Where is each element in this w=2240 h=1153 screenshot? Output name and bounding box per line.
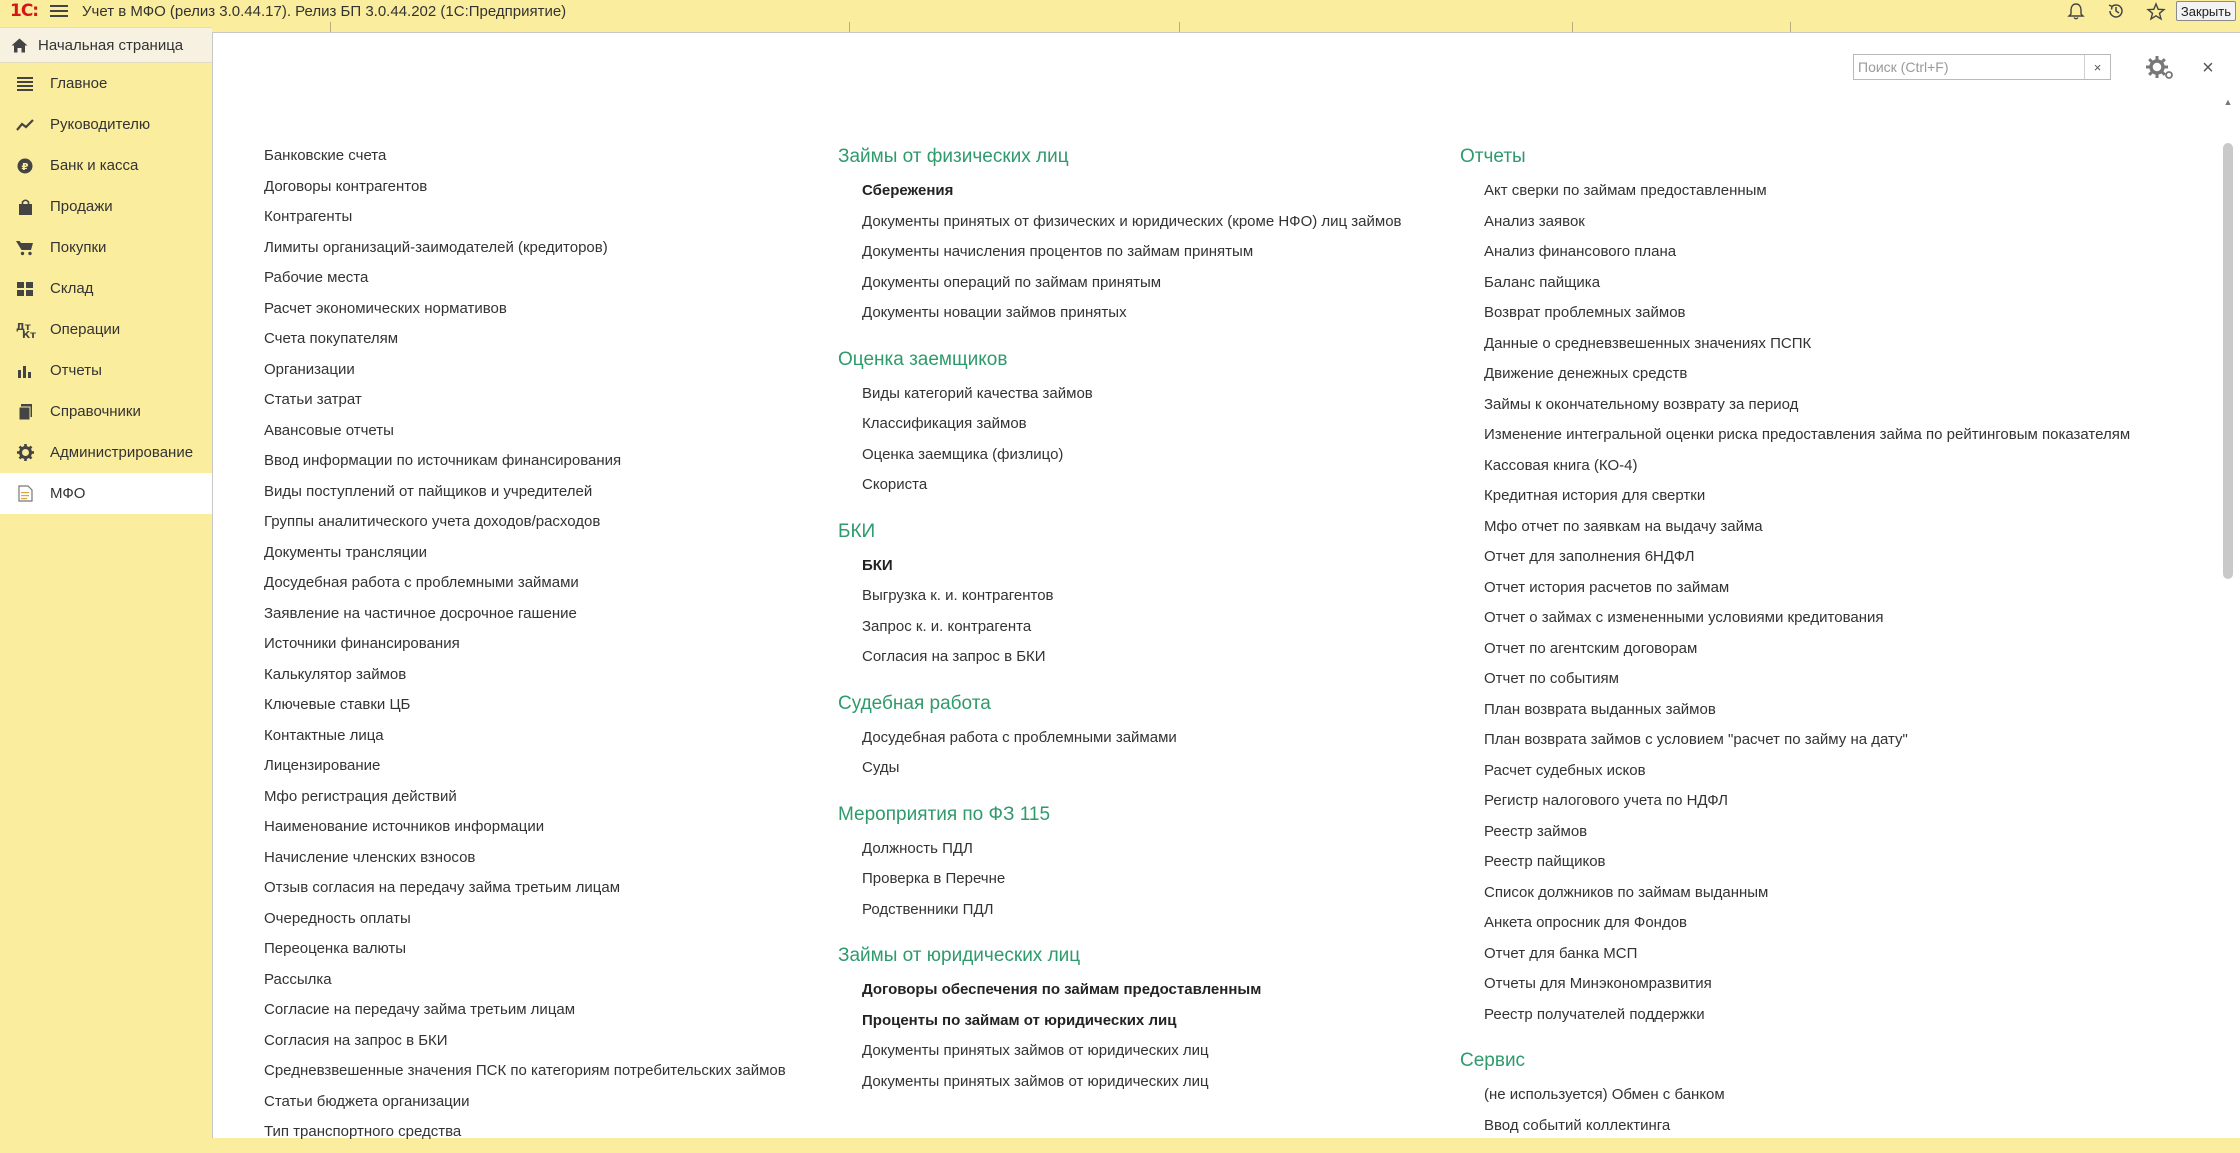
nav-link[interactable]: Тип транспортного средства [264,1123,462,1140]
sidebar-item-label: Покупки [50,239,107,256]
sidebar-item-main[interactable] [0,63,212,104]
nav-link[interactable]: Ввод информации по источникам финансирования [264,452,622,469]
nav-link[interactable]: Рабочие места [264,269,369,286]
nav-link[interactable]: Согласия на запрос в БКИ [264,1031,448,1049]
operations-icon [0,321,50,341]
section-title[interactable]: БКИ [838,520,876,542]
nav-link[interactable]: Список должников по займам выданным [1484,883,1769,901]
nav-link[interactable]: Расчет экономических нормативов [264,299,507,317]
document-icon [0,485,50,502]
nav-link[interactable]: Анализ заявок [1484,212,1585,230]
nav-link[interactable]: Счета покупателям [264,330,399,347]
nav-link[interactable]: Контактные лица [264,726,384,744]
sidebar-item-label: Начальная страница [38,36,184,54]
tab-separator [849,22,850,32]
nav-link[interactable]: Документы принятых от физических и юридических (кроме НФО) лиц займов [862,212,1402,230]
nav-link[interactable]: Данные о средневзвешенных значениях ПСПК [1484,334,1812,352]
nav-link[interactable]: Лимиты организаций-заимодателей (кредиторов) [264,238,608,256]
nav-link[interactable]: Организации [264,360,355,378]
tab-separator [330,22,331,32]
sidebar-item-reports[interactable] [0,350,212,391]
section-title[interactable]: Судебная работа [838,692,991,714]
nav-link[interactable]: Проверка в Перечне [862,870,1006,887]
nav-link[interactable]: Виды поступлений от пайщиков и учредителей [264,482,593,500]
nav-link[interactable]: Авансовые отчеты [264,421,394,439]
nav-link[interactable]: Отчет по событиям [1484,670,1619,687]
trend-icon [0,119,50,131]
nav-link[interactable]: Оценка заемщика (физлицо) [862,445,1064,463]
nav-link[interactable]: Документы операций по займам принятым [862,273,1162,291]
nav-link[interactable]: Статьи бюджета организации [264,1092,470,1110]
nav-link[interactable]: Очередность оплаты [264,909,411,927]
sidebar-item-label: Склад [50,280,94,297]
sidebar-item-mfo[interactable] [0,473,212,514]
tab-separator [1179,22,1180,32]
nav-link[interactable]: Отчет для банка МСП [1484,944,1638,962]
sidebar [0,27,212,1138]
nav-link[interactable]: Виды категорий качества займов [862,384,1093,402]
sidebar-item-label: Главное [50,75,108,92]
nav-link[interactable]: Наименование источников информации [264,818,545,835]
nav-link[interactable]: Классификация займов [862,415,1027,432]
cart-icon [0,240,50,256]
sidebar-item-catalogs[interactable] [0,391,212,432]
nav-link[interactable]: Рассылка [264,970,332,988]
app-logo[interactable] [0,0,44,22]
nav-link[interactable]: Договоры обеспечения по займам предоставленным [862,981,1262,998]
nav-link[interactable]: Родственники ПДЛ [862,900,994,918]
vertical-scrollbar[interactable] [2217,91,2239,1139]
nav-link[interactable]: Переоценка валюты [264,940,407,957]
tab-separator [1572,22,1573,32]
scroll-up-arrow-icon[interactable]: ▲ [2223,97,2233,107]
nav-link[interactable]: Сбережения [862,182,954,199]
sidebar-item-label: Справочники [50,403,141,420]
section-title[interactable]: Сервис [1460,1050,1526,1071]
nav-link[interactable]: Согласия на запрос в БКИ [862,648,1046,665]
nav-link[interactable]: БКИ [862,556,893,574]
nav-link[interactable]: Мфо регистрация действий [264,787,457,805]
nav-link[interactable]: Ввод событий коллектинга [1484,1116,1671,1134]
nav-link[interactable]: Возврат проблемных займов [1484,304,1686,321]
nav-link[interactable]: Анкета опросник для Фондов [1484,914,1688,931]
nav-link[interactable]: Отзыв согласия на передачу займа третьим лицам [264,879,621,896]
sidebar-item-sales[interactable] [0,186,212,227]
search-clear-button[interactable]: × [2084,55,2110,79]
settings-gear-icon[interactable] [2143,53,2177,83]
history-icon[interactable] [2096,0,2136,22]
nav-link[interactable]: Отчет для заполнения 6НДФЛ [1484,548,1695,565]
nav-link[interactable]: Регистр налогового учета по НДФЛ [1484,792,1728,809]
ruble-coin-icon [0,158,50,174]
nav-link[interactable]: Скориста [862,476,928,493]
nav-link[interactable]: Реестр получателей поддержки [1484,1005,1705,1023]
nav-link[interactable]: Должность ПДЛ [862,839,973,857]
scroll-thumb[interactable] [2223,143,2233,579]
nav-link[interactable]: Отчеты для Минэкономразвития [1484,975,1712,992]
nav-link[interactable]: Калькулятор займов [264,665,407,683]
bar-chart-icon [0,364,50,378]
main-panel [212,32,2240,1138]
nav-link[interactable]: Документы новации займов принятых [862,304,1127,321]
search-field [1853,54,2111,80]
nav-link[interactable]: Кредитная история для свертки [1484,487,1706,504]
close-app-button[interactable]: Закрыть [2176,1,2236,21]
tab-separator [1790,22,1791,32]
nav-link[interactable]: Документы начисления процентов по займам принятым [862,243,1254,260]
sidebar-item-label: Руководителю [50,116,151,133]
sidebar-item-label: Отчеты [50,362,102,379]
nav-link[interactable]: Реестр займов [1484,822,1588,840]
search-input[interactable] [1854,55,2084,79]
menu-section [838,685,1402,784]
nav-link[interactable]: Ключевые ставки ЦБ [264,696,411,713]
sidebar-item-operations[interactable] [0,309,212,350]
nav-link[interactable]: Движение денежных средств [1484,365,1688,382]
nav-link[interactable]: Реестр пайщиков [1484,853,1606,870]
menu-section [1460,1042,2130,1141]
sidebar-item-label: Администрирование [50,444,194,461]
nav-link[interactable]: Досудебная работа с проблемными займами [264,574,579,591]
sidebar-item-admin[interactable] [0,432,212,473]
sidebar-item-home[interactable] [0,27,212,63]
title-bar [0,0,2240,22]
menu-section [838,341,1402,501]
nav-link[interactable]: Анализ финансового плана [1484,243,1677,260]
section-title[interactable]: Займы от физических лиц [838,146,1069,167]
nav-link[interactable]: План возврата выданных займов [1484,700,1716,718]
section-title[interactable]: Оценка заемщиков [838,348,1008,370]
nav-link[interactable]: Договоры контрагентов [264,177,428,195]
section-title[interactable]: Мероприятия по ФЗ 115 [838,803,1051,825]
nav-link[interactable]: Отчет история расчетов по займам [1484,578,1730,596]
nav-link[interactable]: Документы трансляции [264,543,428,561]
nav-link[interactable]: План возврата займов с условием "расчет по займу на дату" [1484,731,1908,748]
sidebar-item-warehouse[interactable] [0,268,212,309]
sidebar-item-label: Продажи [50,198,113,215]
svg-text:Дт: Дт [16,322,31,333]
logo-mark: 1С: [10,1,39,21]
catalogs-column [264,141,786,1148]
nav-link[interactable]: Суды [862,759,900,776]
nav-link[interactable]: Документы принятых займов от юридических лиц [862,1072,1209,1090]
nav-link[interactable]: Изменение интегральной оценки риска предоставления займа по рейтинговым показателям [1484,426,2131,443]
section-title[interactable]: Займы от юридических лиц [838,945,1081,966]
nav-link[interactable]: Проценты по займам от юридических лиц [862,1011,1177,1029]
loans-column [838,138,1402,1109]
section-title[interactable]: Отчеты [1460,146,1526,167]
hamburger-menu-icon[interactable] [44,0,74,22]
nav-link[interactable]: Займы к окончательному возврату за период [1484,395,1799,413]
nav-link[interactable]: Заявление на частичное досрочное гашение [264,604,577,622]
nav-link[interactable]: Акт сверки по займам предоставленным [1484,182,1767,199]
home-icon [0,38,38,53]
nav-link[interactable]: Согласие на передачу займа третьим лицам [264,1001,576,1018]
nav-link[interactable]: Документы принятых займов от юридических лиц [862,1042,1209,1059]
menu-section [838,937,1402,1097]
gear-icon [0,444,50,461]
nav-link[interactable]: Группы аналитического учета доходов/расходов [264,513,601,530]
nav-link[interactable]: Источники финансирования [264,635,460,652]
bag-icon [0,199,50,215]
nav-link[interactable]: Начисление членских взносов [264,848,476,866]
nav-link[interactable]: Банковские счета [264,147,387,164]
nav-link[interactable]: Отчет о займах с измененными условиями кредитования [1484,609,1884,626]
nav-link[interactable]: Контрагенты [264,208,353,225]
nav-link[interactable]: (не используется) Обмен с банком [1484,1086,1725,1103]
svg-text:₽: ₽ [21,161,29,173]
svg-text:Кт: Кт [22,330,36,341]
panel-close-button[interactable]: × [2202,56,2214,79]
books-icon [0,404,50,420]
nav-link[interactable]: Мфо отчет по заявкам на выдачу займа [1484,517,1763,535]
menu-section [838,796,1402,926]
sidebar-item-bank[interactable] [0,145,212,186]
sidebar-item-label: МФО [50,485,86,502]
menu-section [838,138,1402,329]
sidebar-item-label: Операции [50,321,121,338]
sidebar-item-manager[interactable] [0,104,212,145]
sidebar-item-purchases[interactable] [0,227,212,268]
reports-column [1460,138,2130,1153]
star-icon[interactable] [2136,0,2176,22]
menu-section [838,513,1402,673]
warehouse-icon [0,282,50,296]
tab-strip [212,22,2240,32]
nav-link[interactable]: Статьи затрат [264,391,362,408]
menu-section [1460,138,2130,1030]
nav-link[interactable]: Запрос к. и. контрагента [862,617,1032,635]
list-icon [0,77,50,91]
nav-link[interactable]: Расчет судебных исков [1484,761,1646,779]
sidebar-item-label: Банк и касса [50,157,139,174]
nav-link[interactable]: Отчет по агентским договорам [1484,639,1698,657]
nav-link[interactable]: Выгрузка к. и. контрагентов [862,587,1054,604]
nav-link[interactable]: Средневзвешенные значения ПСК по категориям потребительских займов [264,1062,786,1079]
window-title: Учет в МФО (релиз 3.0.44.17). Релиз БП 3.0.44.202 (1С:Предприятие) [82,2,567,20]
nav-link[interactable]: Лицензирование [264,757,381,774]
bell-icon[interactable] [2056,0,2096,22]
nav-link[interactable]: Досудебная работа с проблемными займами [862,728,1177,746]
nav-link[interactable]: Баланс пайщика [1484,273,1601,291]
nav-link[interactable]: Кассовая книга (КО-4) [1484,456,1638,474]
